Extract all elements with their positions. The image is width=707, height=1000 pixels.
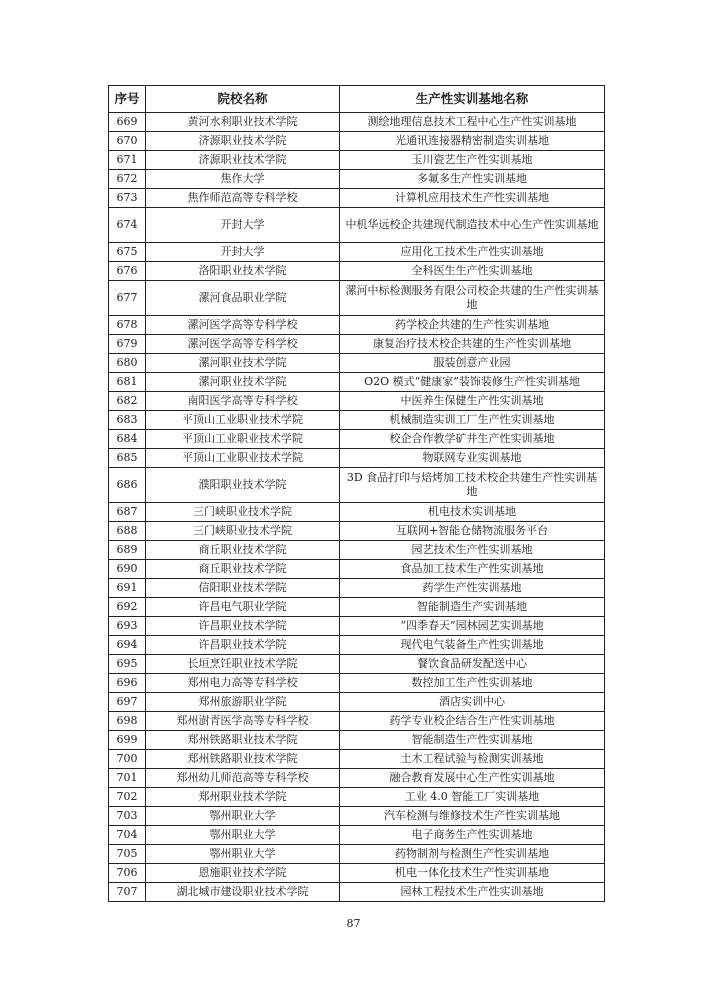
training-base-table	[108, 85, 605, 902]
cell-school-name: 济源职业技术学院	[146, 151, 340, 170]
table-row	[109, 826, 605, 845]
cell-school-name: 平顶山工业职业技术学院	[146, 449, 340, 468]
cell-serial-number: 682	[109, 392, 146, 411]
cell-base-name: 智能制造生产实训基地	[340, 598, 605, 617]
cell-serial-number: 707	[109, 883, 146, 902]
cell-school-name: 商丘职业技术学院	[146, 560, 340, 579]
cell-school-name: 商丘职业技术学院	[146, 541, 340, 560]
cell-base-name: 现代电气装备生产性实训基地	[340, 636, 605, 655]
table-row	[109, 655, 605, 674]
cell-serial-number: 698	[109, 712, 146, 731]
cell-base-name: 汽车检测与维修技术生产性实训基地	[340, 807, 605, 826]
cell-school-name: 信阳职业技术学院	[146, 579, 340, 598]
cell-serial-number: 703	[109, 807, 146, 826]
cell-school-name: 三门峡职业技术学院	[146, 503, 340, 522]
table-row	[109, 411, 605, 430]
table-row	[109, 170, 605, 189]
header-school-name: 院校名称	[146, 86, 340, 113]
cell-serial-number: 669	[109, 113, 146, 132]
table-row	[109, 522, 605, 541]
cell-base-name: 园艺技术生产性实训基地	[340, 541, 605, 560]
cell-serial-number: 674	[109, 208, 146, 243]
cell-serial-number: 706	[109, 864, 146, 883]
cell-serial-number: 702	[109, 788, 146, 807]
cell-school-name: 焦作师范高等专科学校	[146, 189, 340, 208]
cell-base-name: 漯河中标检测服务有限公司校企共建的生产性实训基地	[340, 281, 605, 316]
cell-base-name: 酒店实训中心	[340, 693, 605, 712]
table-body	[109, 113, 605, 902]
cell-base-name: 物联网专业实训基地	[340, 449, 605, 468]
cell-serial-number: 677	[109, 281, 146, 316]
cell-base-name: 机械制造实训工厂生产性实训基地	[340, 411, 605, 430]
cell-serial-number: 699	[109, 731, 146, 750]
table-row	[109, 430, 605, 449]
cell-school-name: 漯河职业技术学院	[146, 373, 340, 392]
cell-serial-number: 679	[109, 335, 146, 354]
cell-serial-number: 692	[109, 598, 146, 617]
cell-base-name: 机电一体化技术生产性实训基地	[340, 864, 605, 883]
cell-base-name: 计算机应用技术生产性实训基地	[340, 189, 605, 208]
cell-school-name: 恩施职业技术学院	[146, 864, 340, 883]
cell-serial-number: 688	[109, 522, 146, 541]
cell-serial-number: 695	[109, 655, 146, 674]
cell-school-name: 焦作大学	[146, 170, 340, 189]
cell-base-name: 康复治疗技术校企共建的生产性实训基地	[340, 335, 605, 354]
table-row	[109, 598, 605, 617]
table-row	[109, 281, 605, 316]
cell-school-name: 济源职业技术学院	[146, 132, 340, 151]
cell-base-name: 校企合作教学矿井生产性实训基地	[340, 430, 605, 449]
cell-base-name: 机电技术实训基地	[340, 503, 605, 522]
cell-base-name: 中医养生保健生产性实训基地	[340, 392, 605, 411]
table-row	[109, 864, 605, 883]
cell-serial-number: 693	[109, 617, 146, 636]
table-row	[109, 262, 605, 281]
table-row	[109, 769, 605, 788]
cell-serial-number: 672	[109, 170, 146, 189]
cell-base-name: 药学专业校企结合生产性实训基地	[340, 712, 605, 731]
table-row	[109, 132, 605, 151]
cell-school-name: 许昌电气职业学院	[146, 598, 340, 617]
cell-school-name: 平顶山工业职业技术学院	[146, 411, 340, 430]
cell-base-name: 3D 食品打印与焙烤加工技术校企共建生产性实训基地	[340, 468, 605, 503]
cell-base-name: 测绘地理信息技术工程中心生产性实训基地	[340, 113, 605, 132]
cell-serial-number: 704	[109, 826, 146, 845]
cell-base-name: 多氟多生产性实训基地	[340, 170, 605, 189]
table-row	[109, 731, 605, 750]
cell-base-name: 应用化工技术生产性实训基地	[340, 243, 605, 262]
cell-serial-number: 684	[109, 430, 146, 449]
page-number: 87	[346, 917, 361, 930]
cell-school-name: 南阳医学高等专科学校	[146, 392, 340, 411]
table-row	[109, 541, 605, 560]
cell-school-name: 郑州电力高等专科学校	[146, 674, 340, 693]
table-row	[109, 335, 605, 354]
cell-base-name: 药学校企共建的生产性实训基地	[340, 316, 605, 335]
cell-base-name: 药学生产性实训基地	[340, 579, 605, 598]
cell-serial-number: 701	[109, 769, 146, 788]
table-row	[109, 617, 605, 636]
cell-serial-number: 697	[109, 693, 146, 712]
table-row	[109, 449, 605, 468]
cell-serial-number: 675	[109, 243, 146, 262]
cell-school-name: 许昌职业技术学院	[146, 617, 340, 636]
table-row	[109, 151, 605, 170]
table-row	[109, 636, 605, 655]
table-row	[109, 883, 605, 902]
cell-school-name: 漯河医学高等专科学校	[146, 335, 340, 354]
cell-base-name: 融合教育发展中心生产性实训基地	[340, 769, 605, 788]
cell-school-name: 黄河水利职业技术学院	[146, 113, 340, 132]
cell-base-name: “四季春天”园林园艺实训基地	[340, 617, 605, 636]
cell-school-name: 开封大学	[146, 243, 340, 262]
cell-serial-number: 685	[109, 449, 146, 468]
cell-serial-number: 680	[109, 354, 146, 373]
cell-base-name: 数控加工生产性实训基地	[340, 674, 605, 693]
table-row	[109, 712, 605, 731]
cell-serial-number: 705	[109, 845, 146, 864]
cell-base-name: 智能制造生产性实训基地	[340, 731, 605, 750]
table-row	[109, 788, 605, 807]
cell-school-name: 郑州职业技术学院	[146, 788, 340, 807]
cell-base-name: 互联网+智能仓储物流服务平台	[340, 522, 605, 541]
cell-school-name: 漯河职业技术学院	[146, 354, 340, 373]
table-row	[109, 579, 605, 598]
cell-school-name: 开封大学	[146, 208, 340, 243]
cell-school-name: 许昌职业技术学院	[146, 636, 340, 655]
cell-school-name: 漯河医学高等专科学校	[146, 316, 340, 335]
table-row	[109, 208, 605, 243]
cell-serial-number: 691	[109, 579, 146, 598]
table-header-row	[109, 86, 605, 113]
cell-serial-number: 694	[109, 636, 146, 655]
cell-base-name: 药物制剂与检测生产性实训基地	[340, 845, 605, 864]
table-row	[109, 189, 605, 208]
cell-serial-number: 690	[109, 560, 146, 579]
training-base-table-container	[108, 85, 604, 902]
cell-base-name: 土木工程试验与检测实训基地	[340, 750, 605, 769]
cell-serial-number: 678	[109, 316, 146, 335]
cell-school-name: 郑州澍青医学高等专科学校	[146, 712, 340, 731]
cell-school-name: 漯河食品职业学院	[146, 281, 340, 316]
cell-school-name: 湖北城市建设职业技术学院	[146, 883, 340, 902]
cell-serial-number: 687	[109, 503, 146, 522]
cell-school-name: 濮阳职业技术学院	[146, 468, 340, 503]
cell-serial-number: 673	[109, 189, 146, 208]
cell-serial-number: 681	[109, 373, 146, 392]
cell-base-name: 中机华远校企共建现代制造技术中心生产性实训基地	[340, 208, 605, 243]
cell-school-name: 郑州幼儿师范高等专科学校	[146, 769, 340, 788]
cell-serial-number: 671	[109, 151, 146, 170]
table-row	[109, 243, 605, 262]
table-row	[109, 560, 605, 579]
cell-serial-number: 683	[109, 411, 146, 430]
table-row	[109, 316, 605, 335]
table-row	[109, 750, 605, 769]
cell-base-name: 食品加工技术生产性实训基地	[340, 560, 605, 579]
table-row	[109, 845, 605, 864]
cell-school-name: 鄂州职业大学	[146, 807, 340, 826]
table-row	[109, 468, 605, 503]
cell-base-name: 电子商务生产性实训基地	[340, 826, 605, 845]
cell-base-name: 光通讯连接器精密制造实训基地	[340, 132, 605, 151]
table-row	[109, 807, 605, 826]
cell-school-name: 三门峡职业技术学院	[146, 522, 340, 541]
header-base-name: 生产性实训基地名称	[340, 86, 605, 113]
table-row	[109, 503, 605, 522]
table-row	[109, 693, 605, 712]
cell-serial-number: 670	[109, 132, 146, 151]
cell-base-name: 服装创意产业园	[340, 354, 605, 373]
table-row	[109, 373, 605, 392]
cell-base-name: 工业 4.0 智能工厂实训基地	[340, 788, 605, 807]
cell-serial-number: 700	[109, 750, 146, 769]
cell-school-name: 鄂州职业大学	[146, 826, 340, 845]
header-serial-number: 序号	[109, 86, 146, 113]
cell-serial-number: 689	[109, 541, 146, 560]
cell-base-name: 全科医生生产性实训基地	[340, 262, 605, 281]
cell-school-name: 长垣烹饪职业技术学院	[146, 655, 340, 674]
cell-school-name: 鄂州职业大学	[146, 845, 340, 864]
cell-serial-number: 686	[109, 468, 146, 503]
cell-serial-number: 676	[109, 262, 146, 281]
cell-base-name: 餐饮食品研发配送中心	[340, 655, 605, 674]
cell-school-name: 郑州铁路职业技术学院	[146, 731, 340, 750]
cell-school-name: 洛阳职业技术学院	[146, 262, 340, 281]
table-row	[109, 392, 605, 411]
table-row	[109, 354, 605, 373]
cell-school-name: 平顶山工业职业技术学院	[146, 430, 340, 449]
cell-serial-number: 696	[109, 674, 146, 693]
cell-base-name: O2O 模式“健康家”装饰装修生产性实训基地	[340, 373, 605, 392]
table-row	[109, 674, 605, 693]
table-row	[109, 113, 605, 132]
cell-base-name: 玉川瓷艺生产性实训基地	[340, 151, 605, 170]
cell-school-name: 郑州旅游职业学院	[146, 693, 340, 712]
cell-school-name: 郑州铁路职业技术学院	[146, 750, 340, 769]
cell-base-name: 园林工程技术生产性实训基地	[340, 883, 605, 902]
